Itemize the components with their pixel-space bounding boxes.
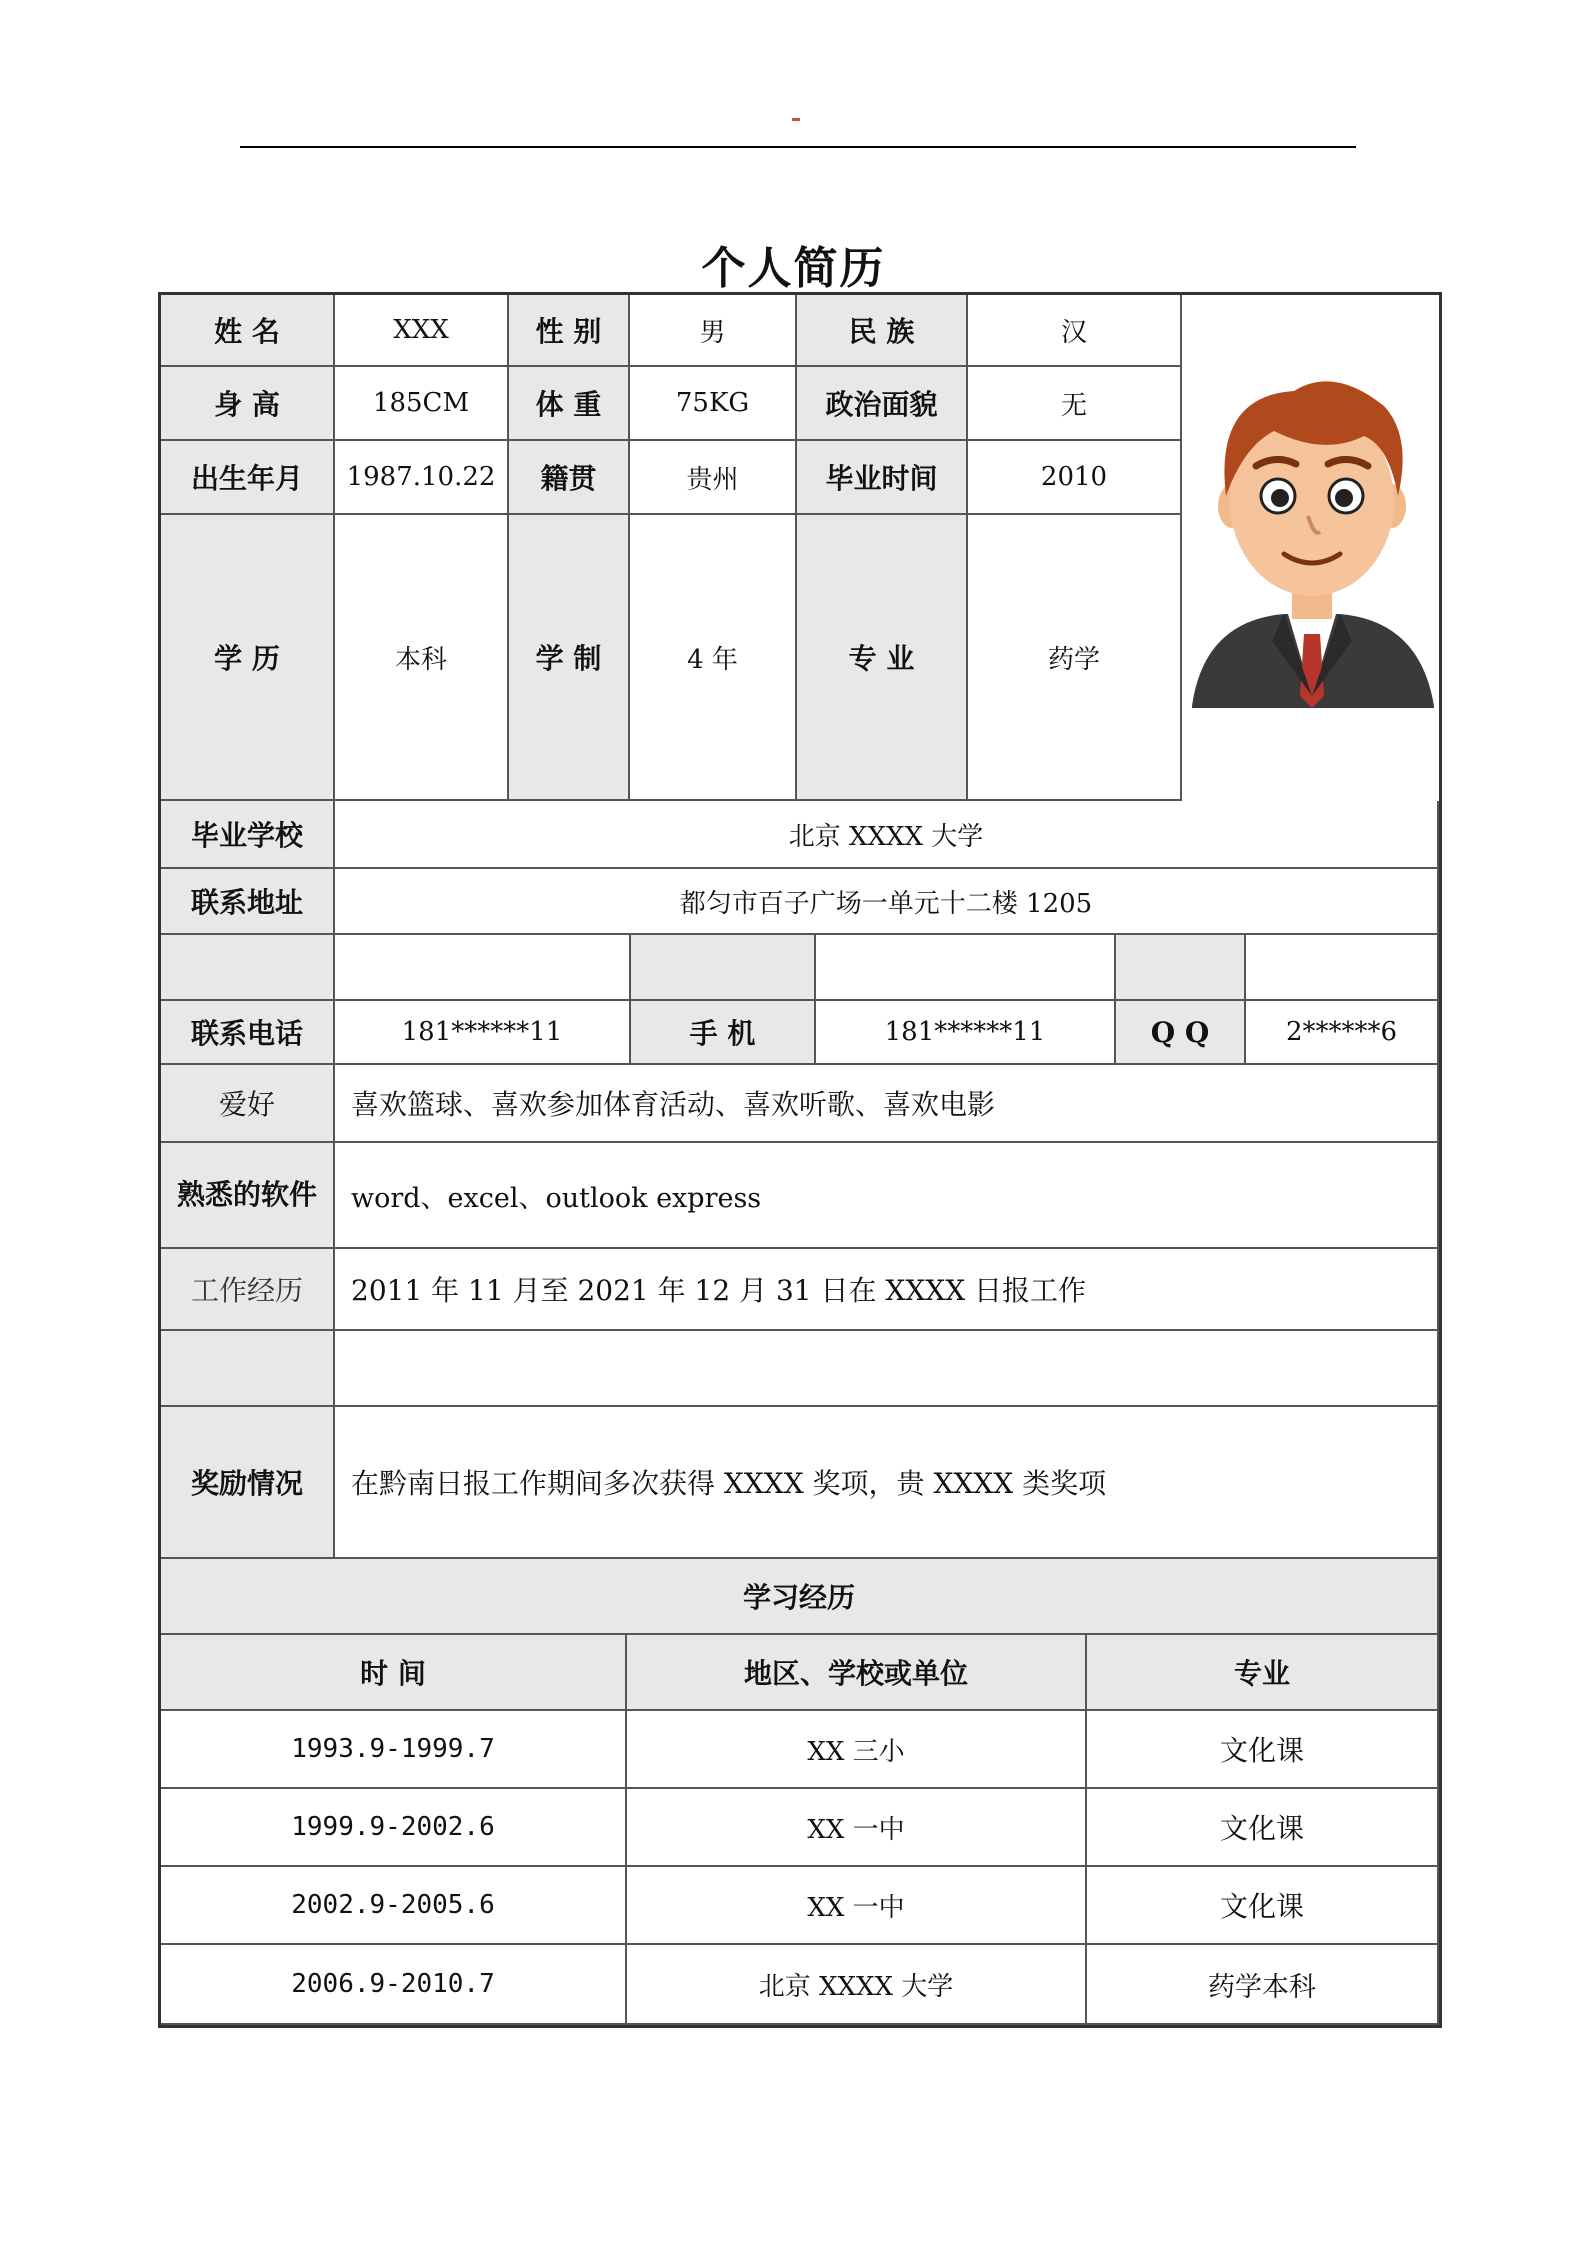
study-row-1-school: XX 三小 (627, 1711, 1087, 1789)
address-label: 联系地址 (161, 869, 335, 935)
mobile-label: 手 机 (631, 1001, 816, 1065)
blank-label-3 (1116, 935, 1246, 1001)
gender-label: 性 别 (509, 295, 630, 367)
schooling-label: 学 制 (509, 515, 630, 801)
phone-value: 181******11 (335, 1001, 631, 1065)
study-row-4-major: 药学本科 (1087, 1945, 1439, 2025)
school-value: 北京 XXXX 大学 (335, 801, 1439, 869)
blank-label-2 (631, 935, 816, 1001)
grad-time-label: 毕业时间 (797, 441, 968, 515)
blank-value-1 (335, 935, 631, 1001)
work-value: 2011 年 11 月至 2021 年 12 月 31 日在 XXXX 日报工作 (335, 1249, 1439, 1331)
blank-label-1 (161, 935, 335, 1001)
ethnicity-label: 民 族 (797, 295, 968, 367)
schooling-value: 4 年 (630, 515, 797, 801)
qq-label: Q Q (1116, 1001, 1246, 1065)
hobby-label: 爱好 (161, 1065, 335, 1143)
hobby-value: 喜欢篮球、喜欢参加体育活动、喜欢听歌、喜欢电影 (335, 1065, 1439, 1143)
photo-avatar (1184, 296, 1440, 802)
study-row-3-school: XX 一中 (627, 1867, 1087, 1945)
blank-label-4 (161, 1331, 335, 1407)
page-title: 个人简历 (701, 243, 886, 294)
award-label: 奖励情况 (161, 1407, 335, 1559)
birth-label: 出生年月 (161, 441, 335, 515)
ethnicity-value: 汉 (968, 295, 1182, 367)
study-header-major: 专业 (1087, 1635, 1439, 1711)
software-value: word、excel、outlook express (335, 1143, 1439, 1249)
study-section-title: 学习经历 (161, 1559, 1439, 1635)
political-value: 无 (968, 367, 1182, 441)
education-label: 学 历 (161, 515, 335, 801)
study-row-1-time: 1993.9-1999.7 (161, 1711, 627, 1789)
study-row-3-time: 2002.9-2005.6 (161, 1867, 627, 1945)
name-label: 姓 名 (161, 295, 335, 367)
study-header-school: 地区、学校或单位 (627, 1635, 1087, 1711)
education-value: 本科 (335, 515, 509, 801)
software-label: 熟悉的软件 (161, 1143, 335, 1249)
study-row-4-time: 2006.9-2010.7 (161, 1945, 627, 2025)
header-rule (240, 146, 1356, 148)
blank-value-3 (1246, 935, 1439, 1001)
mobile-value: 181******11 (816, 1001, 1116, 1065)
weight-value: 75KG (630, 367, 797, 441)
study-row-1-major: 文化课 (1087, 1711, 1439, 1789)
frame-right-edge (1439, 292, 1442, 2028)
blank-value-2 (816, 935, 1116, 1001)
address-value: 都匀市百子广场一单元十二楼 1205 (335, 869, 1439, 935)
birth-value: 1987.10.22 (335, 441, 509, 515)
study-row-3-major: 文化课 (1087, 1867, 1439, 1945)
work-label: 工作经历 (161, 1249, 335, 1331)
blank-value-4 (335, 1331, 1439, 1407)
study-header-time: 时 间 (161, 1635, 627, 1711)
avatar-illustration (1184, 296, 1440, 802)
qq-value: 2******6 (1246, 1001, 1439, 1065)
grad-time-value: 2010 (968, 441, 1182, 515)
height-value: 185CM (335, 367, 509, 441)
major-label: 专 业 (797, 515, 968, 801)
school-label: 毕业学校 (161, 801, 335, 869)
study-row-2-school: XX 一中 (627, 1789, 1087, 1867)
major-value: 药学 (968, 515, 1182, 801)
header-mark (792, 118, 800, 121)
frame-bottom-edge (158, 2025, 1442, 2028)
phone-label: 联系电话 (161, 1001, 335, 1065)
study-row-2-major: 文化课 (1087, 1789, 1439, 1867)
native-label: 籍贯 (509, 441, 630, 515)
native-value: 贵州 (630, 441, 797, 515)
study-row-4-school: 北京 XXXX 大学 (627, 1945, 1087, 2025)
name-value: XXX (335, 295, 509, 367)
political-label: 政治面貌 (797, 367, 968, 441)
study-row-2-time: 1999.9-2002.6 (161, 1789, 627, 1867)
award-value: 在黔南日报工作期间多次获得 XXXX 奖项，贵 XXXX 类奖项 (335, 1407, 1439, 1559)
height-label: 身 高 (161, 367, 335, 441)
gender-value: 男 (630, 295, 797, 367)
weight-label: 体 重 (509, 367, 630, 441)
